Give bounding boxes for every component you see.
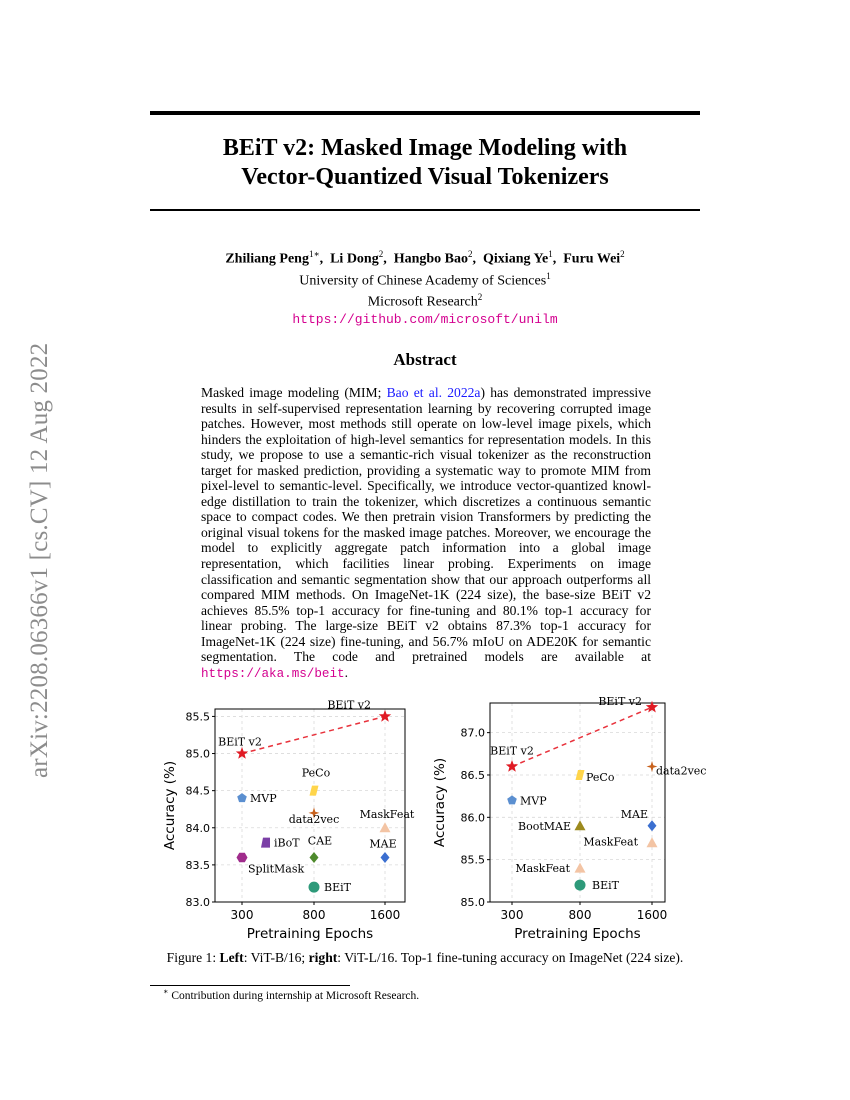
point-label: MVP [520,794,547,808]
x-axis-label: Pretraining Epochs [246,926,374,942]
point-label: BEiT [324,881,351,895]
point-label: BEiT [592,879,619,893]
chart-marker-circle [575,880,586,891]
author-affiliation-mark: 1 [548,249,553,259]
abstract-heading: Abstract [393,350,457,369]
point-label: BEiT v2 [490,744,534,758]
y-axis-label: Accuracy (%) [432,757,448,848]
point-label: PeCo [586,770,615,784]
point-label: BEiT v2 [218,735,262,749]
y-tick-label: 87.0 [460,726,485,740]
y-tick-label: 83.5 [185,858,210,872]
paper-title [150,134,700,192]
affiliation-2: Microsoft Research$^2$ [367,292,483,310]
abstract-text: Masked image modeling (MIM; Bao et al. 2022a) has demonstrated impressive results in self-supervised representation learning by recovering corrupted image patches. However, most methods still operate on low-level image pixels, which hinders the exploitation of high-level semantics for representation models. In this study, we propose to use a semantic-rich visual tokenizer as the reconstruction target for masked prediction, providing a systematic way to promote MIM from pixel-level to semantic-level. Specifically, we introduce vector-quantized knowledge distillation to train the tokenizer, which discretizes a continuous semantic space to compact codes. We then pretrain vision Transformers by predicting the original visual tokens for the masked image patches. Moreover, we encourage the model to explicitly aggregate patch information into a global image representation, which facilities linear probing. Experiments on image classification and semantic segmentation show that our approach outperforms all compared MIM methods. On ImageNet-1K (224 size), the base-size BEiT v2 achieves 85.5% top-1 accuracy for fine-tuning and 80.1% top-1 accuracy for linear probing. The large-size BEiT v2 obtains 87.3% top-1 accuracy for ImageNet-1K (224 size) fine-tuning, and 56.7% mIoU on ADE20K for semantic segmentation. The code and pretrained models are available at https://aka.ms/beit. [201,385,651,681]
point-label: CAE [307,834,333,848]
chart-marker-trapezoid [261,838,270,848]
point-label: MAE [620,807,648,821]
y-axis-label: Accuracy (%) [162,760,178,851]
paper-title-line-1: BEiT v2: Masked Image Modeling with [222,135,628,161]
author-block [150,246,700,328]
point-label: iBoT [274,836,300,850]
author-name: Li Dong [330,251,379,267]
chart-marker-diamond [648,820,657,831]
affiliation-1: University of Chinese Academy of Sciences$^1$ [299,270,551,289]
author-name: Zhiliang Peng [225,251,309,267]
point-label: MAE [369,837,397,851]
chart-marker-pentagon [237,793,247,802]
code-link[interactable]: https://aka.ms/beit [201,666,345,681]
chart-marker-hexagon [237,853,248,863]
x-tick-label: 1600 [636,908,668,922]
series-line-beit-v2 [242,716,385,753]
author-name: Furu Wei [563,251,621,267]
chart-marker-parallelogram [310,786,319,796]
point-label: MaskFeat [359,807,415,821]
y-tick-label: 86.5 [460,768,485,782]
citation-link[interactable]: Bao et al. 2022a [386,385,481,400]
series-line-beit-v2 [512,707,652,766]
y-tick-label: 85.5 [185,710,210,724]
y-tick-label: 86.0 [460,811,485,825]
chart-marker-triangle [647,837,658,847]
x-tick-label: 800 [302,908,326,922]
point-label: MaskFeat [515,862,570,876]
title-top-rule [150,111,700,115]
point-label: MVP [250,792,277,806]
chart-marker-parallelogram [576,770,585,780]
chart-marker-triangle [575,863,586,873]
point-label: PeCo [301,766,331,780]
y-tick-label: 85.5 [460,853,485,867]
x-tick-label: 300 [230,908,254,922]
point-label: data2vec [656,764,707,778]
x-axis-label: Pretraining Epochs [514,926,641,942]
chart-marker-pentagon [507,795,517,804]
paper-title-line-2: Vector-Quantized Visual Tokenizers [241,164,609,190]
author-affiliation-mark: 1∗ [308,249,320,259]
x-tick-label: 1600 [369,908,401,922]
point-label: data2vec [288,812,340,826]
point-label: MaskFeat [583,835,638,849]
chart-marker-triangle [575,820,586,830]
chart-right-vit-l16 [430,695,707,945]
title-bottom-rule [150,209,700,211]
y-tick-label: 83.0 [185,896,210,909]
author-affiliation-mark: 2 [620,249,625,259]
figure-caption: Figure 1: Left: ViT-B/16; right: ViT-L/16. Top-1 fine-tuning accuracy on ImageNet (224 size). [166,950,684,965]
y-tick-label: 85.0 [460,896,485,909]
author-name: Qixiang Ye [483,251,549,267]
chart-marker-triangle [380,822,391,832]
arxiv-identifier-stamp: arXiv:2208.06366v1 [cs.CV] 12 Aug 2022 [26,342,53,778]
point-label: BootMAE [518,819,571,833]
repository-link[interactable]: https://github.com/microsoft/unilm [292,311,558,327]
author-affiliation-mark: 2 [468,249,473,259]
author-list: Zhiliang Peng$^{1∗}$, Li Dong$^2$, Hangbo Bao$^2$, Qixiang Ye$^1$, Furu Wei$^2$ [225,249,625,267]
footnote: ∗ Contribution during internship at Microsoft Research. [163,987,420,1002]
point-label: BEiT v2 [598,695,642,709]
author-affiliation-mark: 2 [378,249,384,259]
author-name: Hangbo Bao [393,251,469,267]
chart-marker-circle [309,882,320,893]
chart-marker-diamond [381,852,390,863]
point-label: BEiT v2 [327,698,371,712]
x-tick-label: 800 [568,908,592,922]
x-tick-label: 300 [500,908,524,922]
footnote-rule [150,985,350,986]
y-tick-label: 85.0 [185,747,210,761]
chart-left-vit-b16 [160,695,415,945]
y-tick-label: 84.5 [185,784,210,798]
chart-marker-star [379,710,391,722]
point-label: SplitMask [248,862,305,876]
y-tick-label: 84.0 [185,821,210,835]
chart-marker-diamond [310,852,319,863]
